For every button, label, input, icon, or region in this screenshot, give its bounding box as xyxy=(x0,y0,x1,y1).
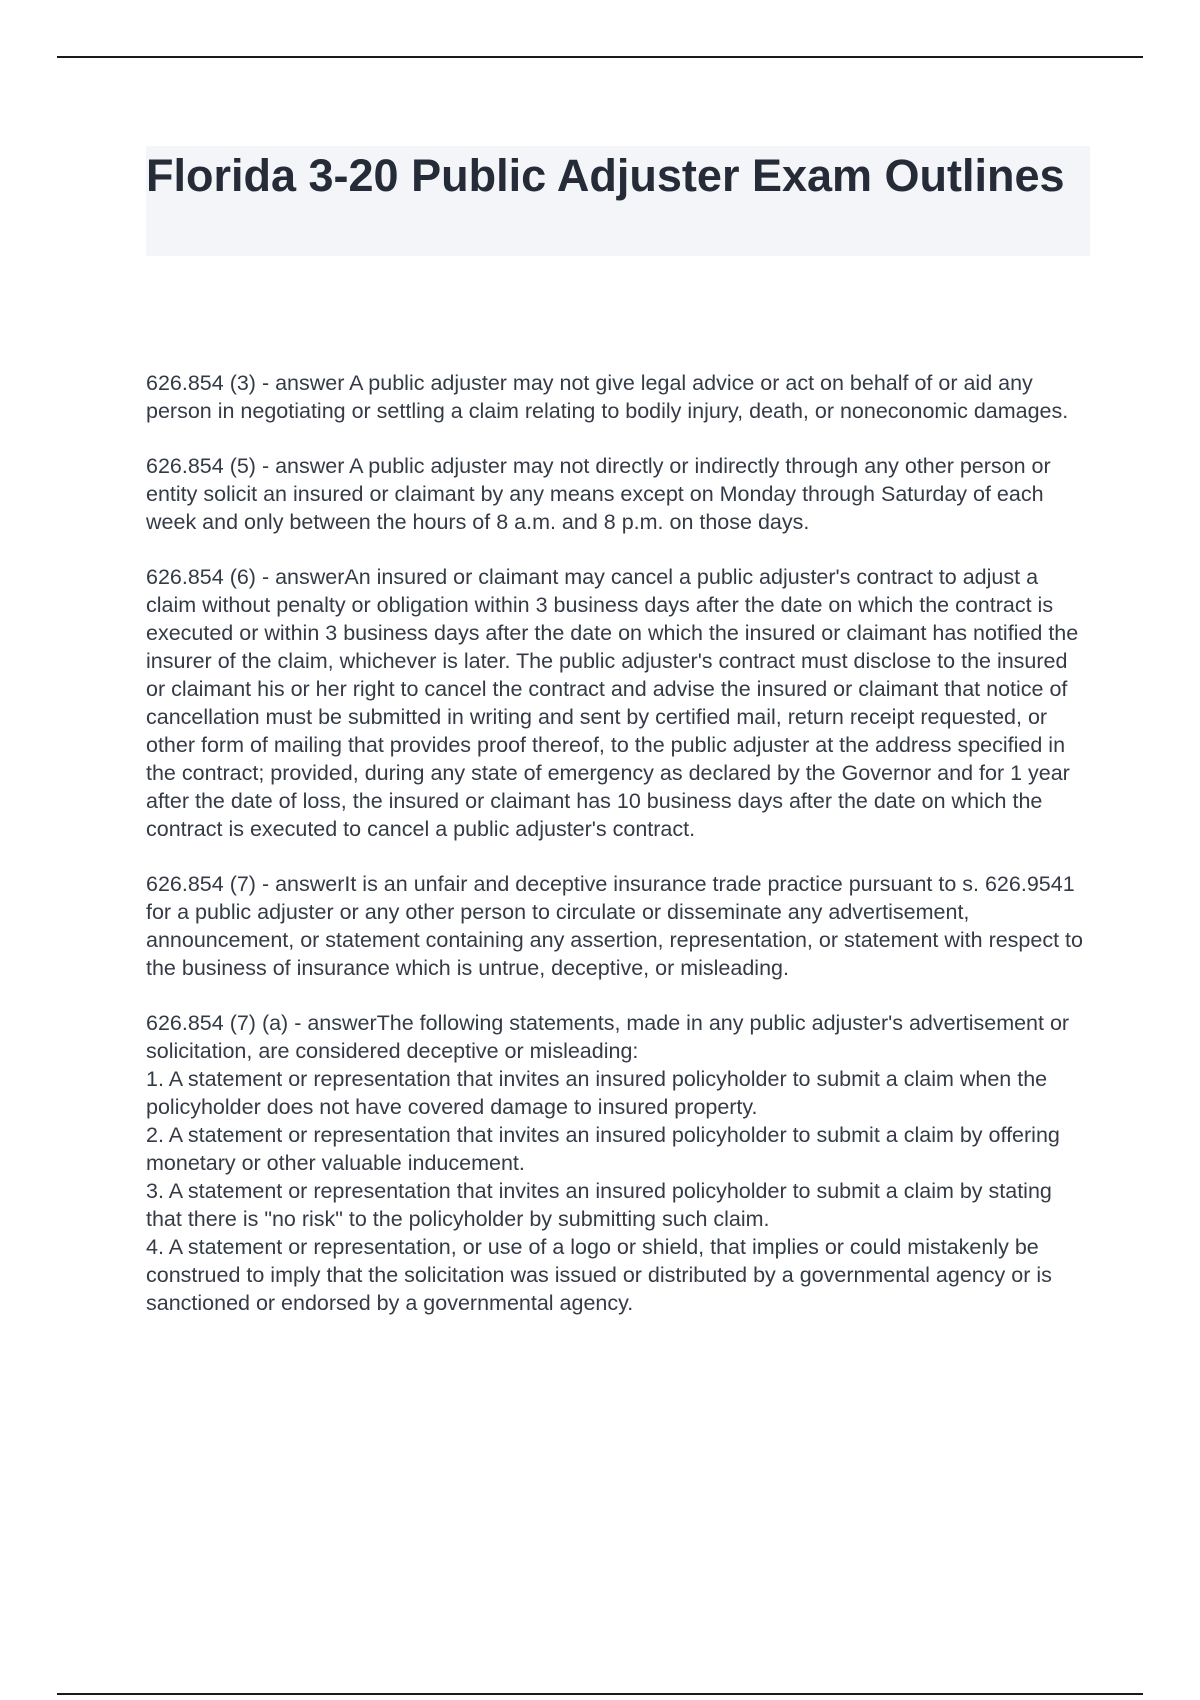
outline-content xyxy=(146,369,1091,1344)
outline-entry: 626.854 (3) - answer A public adjuster may not give legal advice or act on behalf of or aid any person in negotiating or settling a claim relating to bodily injury, death, or noneconomic damages. xyxy=(146,371,1069,423)
top-divider xyxy=(57,56,1143,58)
outline-entry: 626.854 (6) - answerAn insured or claimant may cancel a public adjuster's contract to adjust a claim without penalty or obligation within 3 business days after the date on which the contract is executed or within 3 business days after the date on which the insured or claimant has notified the insurer of the claim, whichever is later. The public adjuster's contract must disclose to the insured or claimant his or her right to cancel the contract and advise the insured or claimant that notice of cancellation must be submitted in writing and sent by certified mail, return receipt requested, or other form of mailing that provides proof thereof, to the public adjuster at the address specified in the contract; provided, during any state of emergency as declared by the Governor and for 1 year after the date of loss, the insured or claimant has 10 business days after the date on which the contract is executed to cancel a public adjuster's contract. xyxy=(146,565,1079,841)
page-title: Florida 3-20 Public Adjuster Exam Outlines xyxy=(146,150,1065,201)
outline-entry: 626.854 (7) - answerIt is an unfair and deceptive insurance trade practice pursuant to s. 626.9541 for a public adjuster or any other person to circulate or disseminate any advertisement, announcement, or statement containing any assertion, representation, or statement with respect to the business of insurance which is untrue, deceptive, or misleading. xyxy=(146,872,1083,980)
outline-entry: 626.854 (7) (a) - answerThe following statements, made in any public adjuster's advertisement or solicitation, are considered deceptive or misleading: 1. A statement or representation that invites an insured policyholder to submit a claim when the policyholder does not have covered damage to insured property. 2. A statement or representation that invites an insured policyholder to submit a claim by offering monetary or other valuable inducement. 3. A statement or representation that invites an insured policyholder to submit a claim by stating that there is "no risk" to the policyholder by submitting such claim. 4. A statement or representation, or use of a logo or shield, that implies or could mistakenly be construed to imply that the solicitation was issued or distributed by a governmental agency or is sanctioned or endorsed by a governmental agency. xyxy=(146,1011,1070,1315)
bottom-divider xyxy=(57,1693,1143,1695)
title-banner xyxy=(146,146,1090,256)
outline-entry: 626.854 (5) - answer A public adjuster may not directly or indirectly through any other person or entity solicit an insured or claimant by any means except on Monday through Saturday of each week and only between the hours of 8 a.m. and 8 p.m. on those days. xyxy=(146,454,1051,534)
